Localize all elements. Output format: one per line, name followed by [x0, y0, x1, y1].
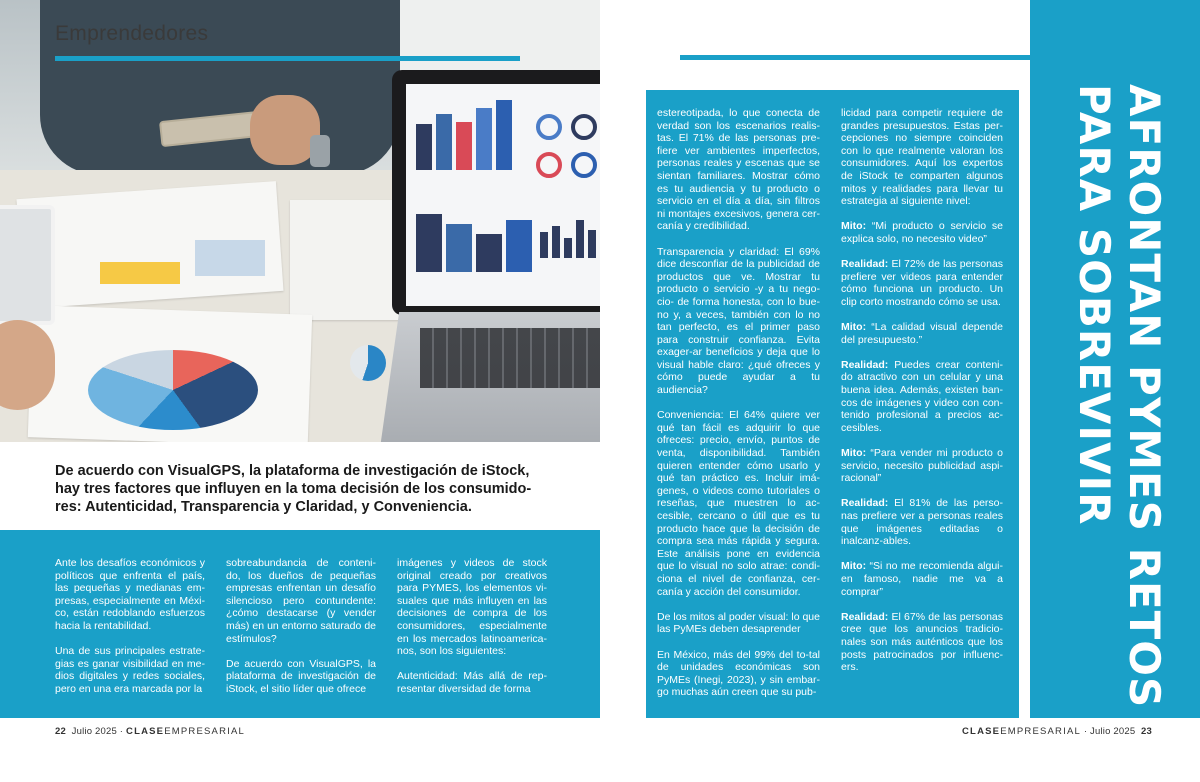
hero-photo	[0, 0, 600, 442]
section-rule	[55, 56, 520, 61]
lead-paragraph: De acuerdo con VisualGPS, la plataforma de investigación de iStock, hay tres factores que influyen en la toma decisión de los consumido-res: Autenticidad, Transparencia y Claridad, y Conveniencia.	[55, 463, 532, 515]
myth-label: Mito:	[841, 560, 867, 573]
paragraph: De acuerdo con VisualGPS, la plataforma de investigación de iStock, el sitio líder que ofrece	[226, 657, 376, 695]
issue-date: · Julio 2025	[1083, 726, 1136, 737]
article-title	[1068, 84, 1178, 709]
myth-text: “La calidad visual depende del presupuesto.”	[841, 321, 1003, 346]
reality-label: Realidad:	[841, 497, 889, 510]
myth-label: Mito:	[841, 220, 867, 233]
myth-item	[841, 321, 1003, 346]
reality-text: El 72% de las personas prefiere ver videos para entender cómo funciona un producto. Un clip corto mostrando cómo se usa.	[841, 258, 1003, 308]
myth-text: “Para vender mi producto o servicio, necesito publicidad aspi-racional”	[841, 447, 1003, 485]
paragraph: De los mitos al poder visual: lo que las PyMEs deben desaprender	[657, 610, 820, 636]
myth-label: Mito:	[841, 447, 867, 460]
reality-label: Realidad:	[841, 258, 889, 271]
body-column-2	[226, 557, 376, 696]
page-number: 23	[1141, 726, 1152, 737]
body-column-3	[397, 557, 547, 696]
paragraph: Conveniencia: El 64% quiere ver qué tan fácil es adquirir lo que ofreces: precio, envío, puntos de venta, disponibilidad. También quieren entender cómo usarlo y qué tan práctico es. Incluir imá-genes, o videos como tutoriales o reseñas, que muestren lo ac-cesible, cercano o útil que es tu producto hace que la decisión de compra sea más rápida y segura. Este análisis pone en evidencia que lo visual no solo atrae: condi-ciona el nivel de confianza, cer-canía y acción del consumidor.	[657, 409, 820, 598]
reality-item	[841, 611, 1003, 674]
myth-text: “Mi producto o servicio se explica solo, no necesito video”	[841, 220, 1003, 245]
reality-item	[841, 497, 1003, 547]
reality-text: El 81% de las perso-nas prefiere ver a personas reales que imágenes editadas o inalcanz-ables.	[841, 497, 1003, 548]
top-rule	[680, 55, 1030, 60]
myth-item	[841, 220, 1003, 245]
paragraph: sobreabundancia de conteni-do, los dueños de pequeñas empresas enfrentan un desafío silencioso pero contundente: ¿cómo destacarse (y vender más) en un entorno saturado de estímulos?	[226, 557, 376, 645]
paragraph: Transparencia y claridad: El 69% dice desconfiar de la publicidad de productos que ve. Mostrar tu producto o servicio -y a tu nego-cio- de forma honesta, con lo bue-no y, a veces, también con lo no tan perfecto, es el primer paso para construir confianza. Evita exager-ar beneficios y deja que lo visual hable claro: ¿qué ofreces y cómo puede ayudar a tu audiencia?	[657, 245, 820, 397]
paragraph: estereotipada, lo que conecta de verdad son los escenarios realis-tas. El 71% de las personas pre-fiere ver ambientes imperfectos, personas reales y escenas que se sientan familiares. Mostrar cómo es tu audiencia y tu producto o servicio en el día a día, sin filtros ni montajes excesivos, genera cer-canía y credibilidad.	[657, 107, 820, 233]
reality-text: Puedes crear conteni-do atractivo con un celular y una buena idea. Además, existen ban-cos de imágenes y video con con-tenido profesional a precios ac-cesibles.	[841, 358, 1003, 434]
body-column-1	[55, 557, 205, 696]
folio-left	[55, 726, 245, 737]
reality-label: Realidad:	[841, 610, 889, 623]
reality-label: Realidad:	[841, 358, 889, 371]
laptop-screen	[406, 84, 600, 306]
title-line-2: PARA SOBREVIVIR	[1070, 84, 1119, 526]
reality-text: El 67% de las personas cree que los anuncios tradicio-nales son más auténticos que los posts patrocinados por influenc-ers.	[841, 610, 1003, 674]
paragraph: imágenes y videos de stock original creado por creativos para PYMES, los elementos vi-suales que más influyen en las decisiones de compra de los consumidores, especialmente en los mercados latinoamerica-nos, son los siguientes:	[397, 557, 547, 658]
page-number: 22	[55, 726, 66, 737]
folio-right	[962, 726, 1152, 737]
paragraph: En México, más del 99% del to-tal de unidades económicas son PyMEs (Inegi, 2023), y sin embar-go muchas aún creen que su pub-	[657, 648, 820, 699]
brand-rest: EMPRESARIAL	[1000, 726, 1081, 737]
myth-text: “Si no me recomienda algui-en famoso, nadie me va a comprar”	[841, 560, 1003, 598]
section-label: Emprendedores	[55, 22, 209, 45]
title-line-1: AFRONTAN PYMES RETOS	[1120, 84, 1169, 709]
article-column-2	[841, 107, 1003, 686]
reality-item	[841, 258, 1003, 308]
paragraph: Ante los desafíos económicos y políticos que enfrenta el país, las pequeñas y medianas em-presas, especialmente en Méxi-co, están redoblando esfuerzos hacia la rentabilidad.	[55, 557, 205, 632]
brand-rest: EMPRESARIAL	[164, 726, 245, 737]
issue-date: Julio 2025 ·	[71, 726, 124, 737]
brand-bold: CLASE	[962, 726, 1001, 737]
paragraph: licidad para competir requiere de grandes presupuestos. Estas per-cepciones no siempre coinciden con lo que realmente valoran los consumidores. Aquí los expertos de iStock te comparten algunos mitos y realidades para llevar tu estrategia al siguiente nivel:	[841, 107, 1003, 208]
myth-item	[841, 560, 1003, 598]
myth-label: Mito:	[841, 321, 867, 334]
myth-item	[841, 447, 1003, 485]
brand-bold: CLASE	[126, 726, 165, 737]
paragraph: Autenticidad: Más allá de rep-resentar diversidad de forma	[397, 670, 547, 695]
article-column-1	[657, 107, 820, 712]
reality-item	[841, 359, 1003, 435]
paragraph: Una de sus principales estrate-gias es ganar visibilidad en me-dios digitales y redes sociales, pero en una era marcada por la	[55, 645, 205, 695]
